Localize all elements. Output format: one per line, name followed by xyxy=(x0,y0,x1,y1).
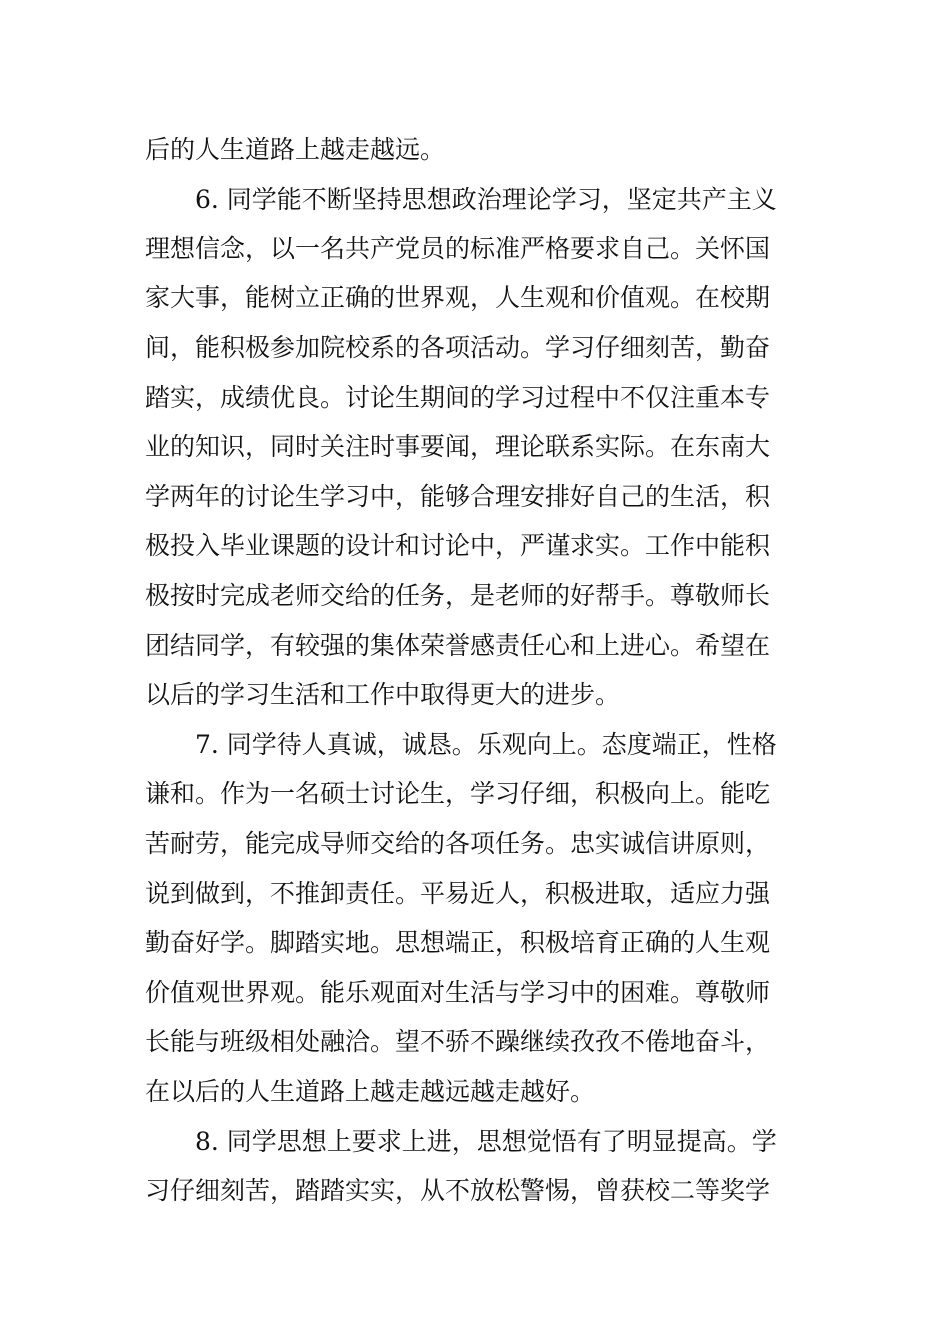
text-line: 长能与班级相处融洽。望不骄不躁继续孜孜不倦地奋斗， xyxy=(145,1027,771,1056)
text-line: 在以后的人生道路上越走越远越走越好。 xyxy=(145,1077,596,1106)
text-line: 理想信念，以一名共产党员的标准严格要求自己。关怀国 xyxy=(145,234,771,263)
text-line: 间，能积极参加院校系的各项活动。学习仔细刻苦，勤奋 xyxy=(145,333,771,362)
text-line: 极投入毕业课题的设计和讨论中，严谨求实。工作中能积 xyxy=(145,531,771,560)
text-line: 后的人生道路上越走越远。 xyxy=(145,135,446,164)
text-line: 说到做到，不推卸责任。平易近人，积极进取，适应力强 xyxy=(145,879,771,908)
text-line: 勤奋好学。脚踏实地。思想端正，积极培育正确的人生观 xyxy=(145,928,771,957)
text-line: 团结同学，有较强的集体荣誉感责任心和上进心。希望在 xyxy=(145,631,771,660)
paragraph-7-first-line: 7. 同学待人真诚，诚恳。乐观向上。态度端正，性格 xyxy=(195,730,777,759)
text-line: 业的知识，同时关注时事要闻，理论联系实际。在东南大 xyxy=(145,432,771,461)
text-line: 价值观世界观。能乐观面对生活与学习中的困难。尊敬师 xyxy=(145,978,771,1007)
text-line: 苦耐劳，能完成导师交给的各项任务。忠实诚信讲原则， xyxy=(145,829,771,858)
text-line: 踏实，成绩优良。讨论生期间的学习过程中不仅注重本专 xyxy=(145,383,771,412)
text-line: 家大事，能树立正确的世界观，人生观和价值观。在校期 xyxy=(145,283,771,312)
text-line: 习仔细刻苦，踏踏实实，从不放松警惕，曾获校二等奖学 xyxy=(145,1176,771,1205)
text-line: 以后的学习生活和工作中取得更大的进步。 xyxy=(145,680,621,709)
paragraph-6-first-line: 6. 同学能不断坚持思想政治理论学习，坚定共产主义 xyxy=(195,185,777,214)
text-line: 谦和。作为一名硕士讨论生，学习仔细，积极向上。能吃 xyxy=(145,779,771,808)
text-line: 极按时完成老师交给的任务，是老师的好帮手。尊敬师长 xyxy=(145,581,771,610)
text-line: 学两年的讨论生学习中，能够合理安排好自己的生活，积 xyxy=(145,482,771,511)
paragraph-8-first-line: 8. 同学思想上要求上进，思想觉悟有了明显提高。学 xyxy=(195,1127,777,1156)
